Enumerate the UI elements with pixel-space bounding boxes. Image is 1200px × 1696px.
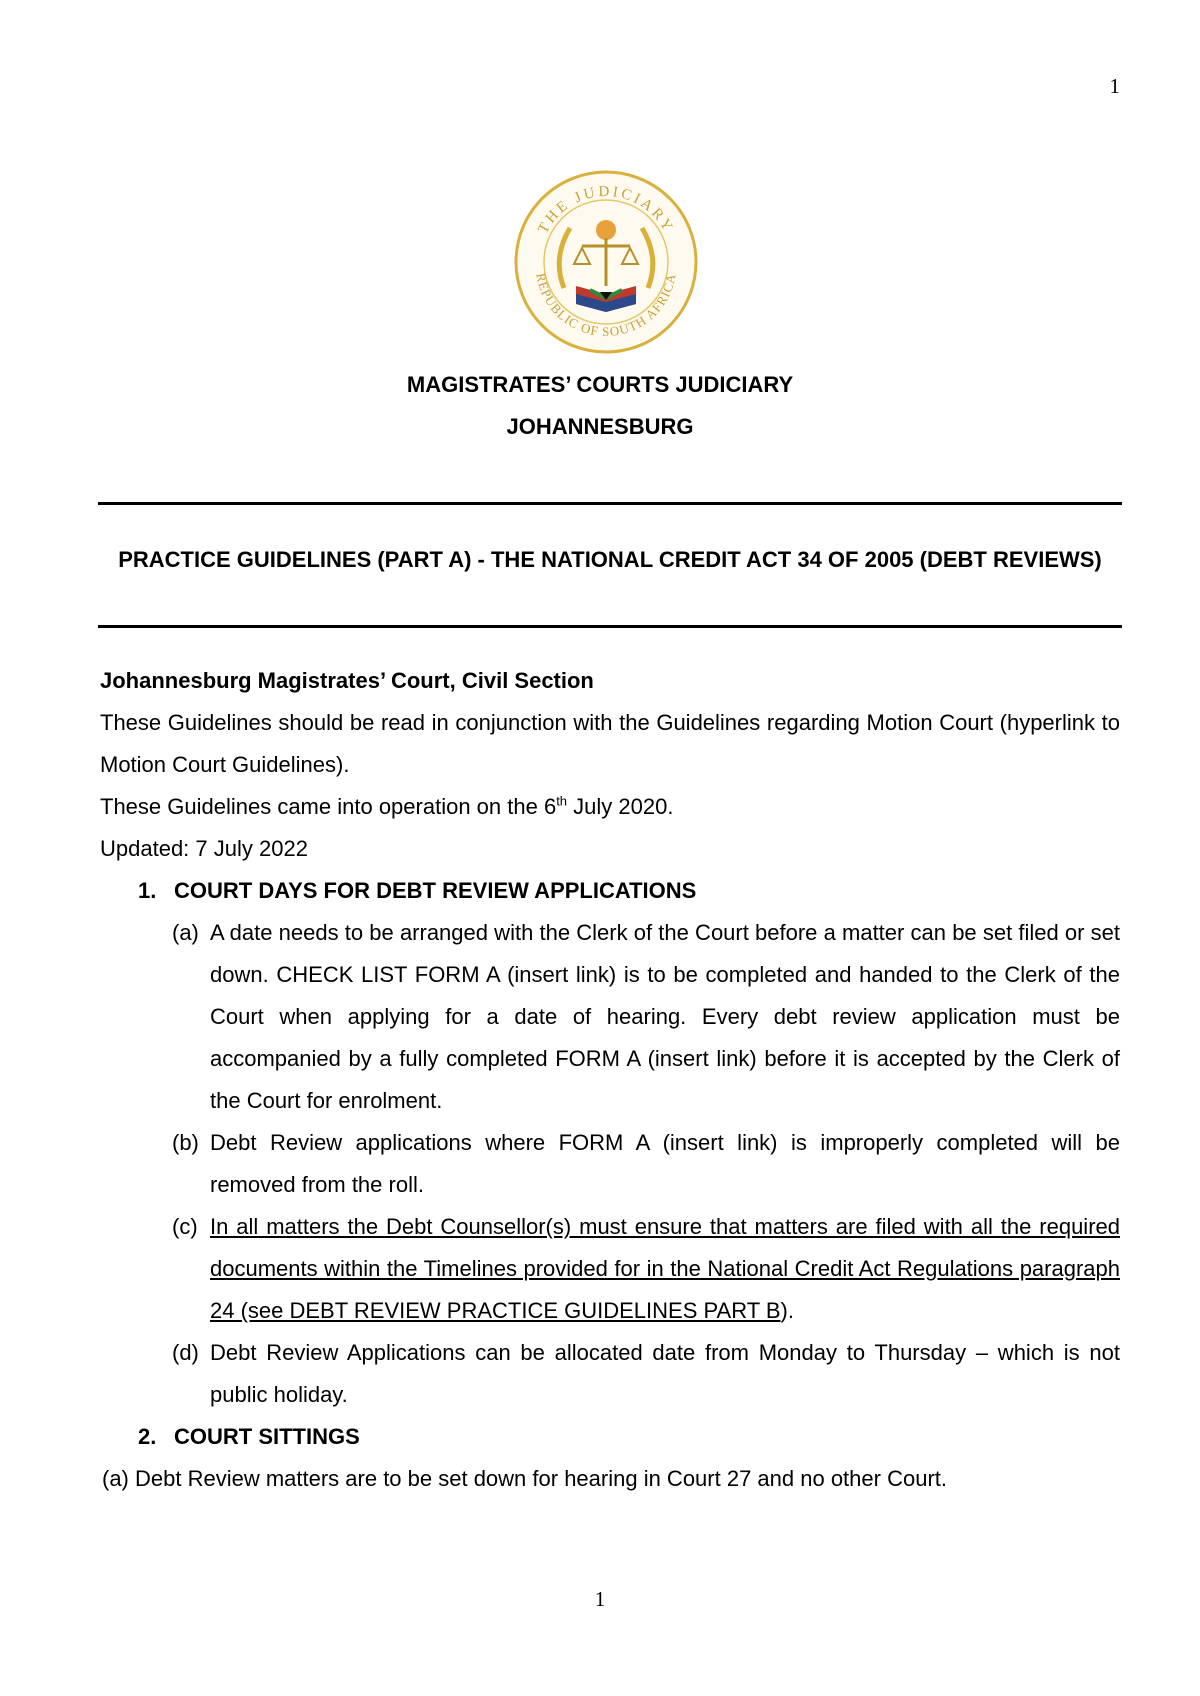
section-2-heading: 2. COURT SITTINGS [138, 1424, 360, 1449]
court-section-label: Johannesburg Magistrates’ Court, Civil Section [100, 668, 594, 693]
updated-date: Updated: 7 July 2022 [100, 836, 308, 861]
header-line-2: JOHANNESBURG [506, 414, 694, 439]
page-number-bottom: 1 [594, 1587, 606, 1611]
document-title: PRACTICE GUIDELINES (PART A) - THE NATIONAL CREDIT ACT 34 OF 2005 (DEBT REVIEWS) [118, 547, 1102, 572]
svg-text:REPUBLIC OF SOUTH AFRICA: REPUBLIC OF SOUTH AFRICA [533, 271, 679, 340]
section-2-item-a: (a) Debt Review matters are to be set down for hearing in Court 27 and no other Court. [102, 1466, 947, 1491]
document-body [100, 660, 1120, 1500]
operation-date-paragraph: These Guidelines came into operation on the 6th July 2020. [100, 793, 674, 819]
page-number-top: 1 [1109, 74, 1120, 98]
section-1-item-b: (b) Debt Review applications where FORM A (insert link) is improperly completed will be removed from the roll. [172, 1130, 1120, 1197]
header-line-1: MAGISTRATES’ COURTS JUDICIARY [406, 372, 794, 397]
section-1-item-d: (d) Debt Review Applications can be allocated date from Monday to Thursday – which is not public holiday. [172, 1340, 1120, 1407]
svg-text:THE JUDICIARY: THE JUDICIARY [535, 183, 677, 237]
rule-bottom [98, 625, 1122, 628]
section-1-item-a: (a) A date needs to be arranged with the Clerk of the Court before a matter can be set filed or set down. CHECK LIST FORM A (insert link) is to be completed and handed to the Clerk of the Court when applying for a date of hearing. Every debt review application must be accompanied by a fully completed FORM A (insert link) before it is accepted by the Clerk of the Court for enrolment. [172, 920, 1120, 1113]
rule-top [98, 502, 1122, 505]
section-1-item-c: (c) In all matters the Debt Counsellor(s) must ensure that matters are filed with all the required documents within the Timelines provided for in the National Credit Act Regulations paragraph 24 (see DEBT REVIEW PRACTICE GUIDELINES PART B). [172, 1214, 1120, 1323]
judiciary-seal-logo [512, 168, 700, 356]
read-with-paragraph: These Guidelines should be read in conjunction with the Guidelines regarding Motion Court (hyperlink to Motion Court Guidelines). [100, 710, 1120, 777]
section-1-heading: 1. COURT DAYS FOR DEBT REVIEW APPLICATIONS [138, 878, 697, 903]
